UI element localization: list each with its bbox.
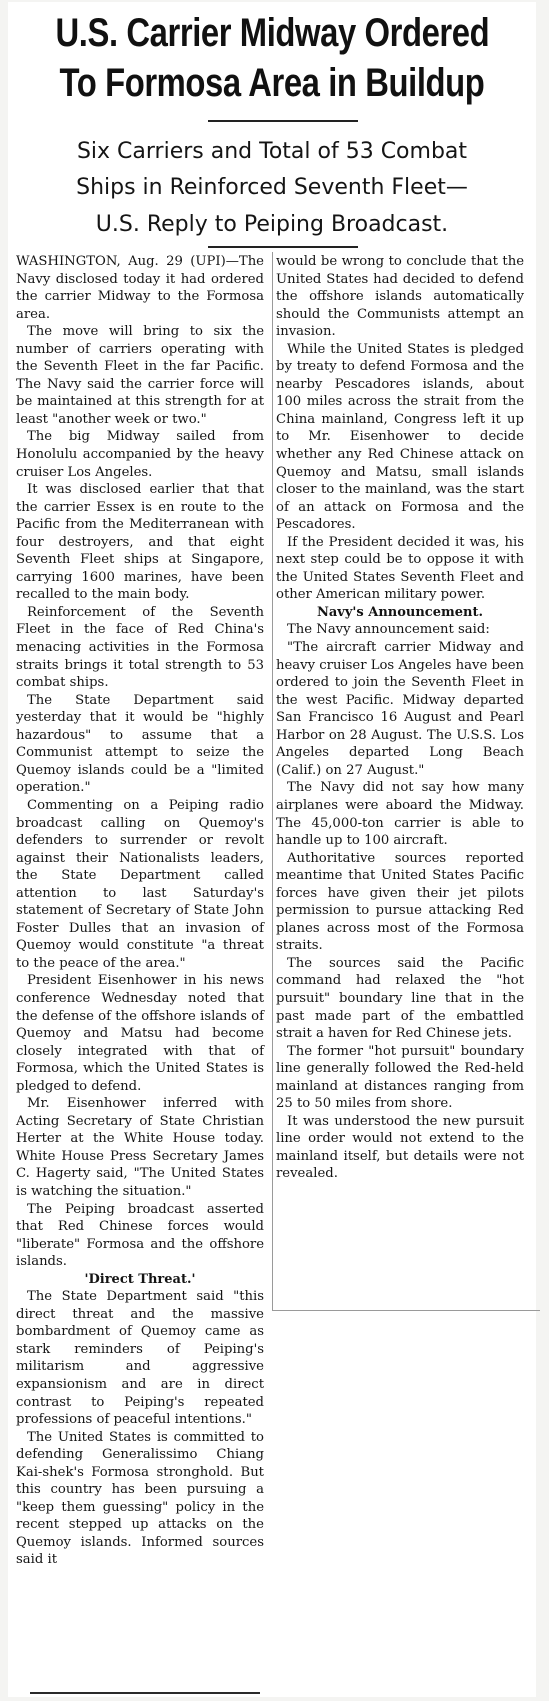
continued-paragraph: would be wrong to conclude that the United States had decided to defend the offshore islands automatically should the Communists attempt an invasion. <box>276 254 524 340</box>
paragraph: The Peiping broadcast asserted that Red Chinese forces would "liberate" Formosa and the offshore islands. <box>16 1201 264 1270</box>
paragraph: Commenting on a Peiping radio broadcast calling on Quemoy's defenders to surrender or revolt against their Nationalists leaders, the State Department called attention to last Saturday's statement of Secretary of State John Foster Dulles that an invasion of Quemoy would constitute "a threat to the peace of the area." <box>16 797 264 971</box>
paragraph: While the United States is pledged by treaty to defend Formosa and the nearby Pescadores islands, about 100 miles across the strait from the China mainland, Congress left it up to Mr. Eisenhower to decide whether any Red Chinese attack on Quemoy and Matsu, small islands closer to the mainland, was the start of an attack on Formosa and the Pescadores. <box>276 341 524 533</box>
deck-line-3: U.S. Reply to Peiping Broadcast. <box>95 212 449 237</box>
paragraph: It was understood the new pursuit line order would not extend to the mainland itself, but details were not revealed. <box>276 1113 524 1182</box>
headline-line-1: U.S. Carrier Midway Ordered <box>55 11 490 55</box>
paragraph: Authoritative sources reported meantime that United States Pacific forces have given their jet pilots permission to pursue attacking Red planes across most of the Formosa straits. <box>276 850 524 954</box>
paragraph: The move will bring to six the number of carriers operating with the Seventh Fleet in the far Pacific. The Navy said the carrier force will be maintained at this strength for at least "another week or two." <box>16 324 264 427</box>
paragraph: Mr. Eisenhower inferred with Acting Secretary of State Christian Herter at the White House today. White House Press Secretary James C. Hagerty said, "The United States is watching the situation." <box>16 1096 264 1199</box>
subhead-navy-announcement: Navy's Announcement. <box>317 604 483 620</box>
deck-rule <box>208 246 358 248</box>
paragraph: The United States is committed to defending Generalissimo Chiang Kai-shek's Formosa stronghold. But this country has been pursuing a "keep them guessing" policy in the recent stepped up attacks on the Quemoy islands. Informed sources said it <box>16 1429 264 1568</box>
paragraph: The sources said the Pacific command had relaxed the "hot pursuit" boundary line that in the past made part of the embattled strait a haven for Red Chinese jets. <box>276 955 524 1042</box>
quote-paragraph: "The aircraft carrier Midway and heavy cruiser Los Angeles have been ordered to join the Seventh Fleet in the west Pacific. Midway departed San Francisco 16 August and Pearl Harbor on 28 August. The U.S.S. Los Angeles departed Long Beach (Calif.) on 27 August." <box>276 640 524 778</box>
newspaper-clipping <box>8 2 536 1697</box>
right-column-end-rule <box>272 1310 540 1311</box>
paragraph: The big Midway sailed from Honolulu accompanied by the heavy cruiser Los Angeles. <box>16 429 264 480</box>
paragraph: The former "hot pursuit" boundary line generally followed the Red-held mainland at distances ranging from 25 to 50 miles from shore. <box>276 1043 524 1112</box>
right-column <box>276 253 524 1308</box>
paragraph: Reinforcement of the Seventh Fleet in the face of Red China's menacing activities in the Formosa straits brings it total strength to 53 combat ships. <box>16 604 264 691</box>
left-column <box>16 253 264 1693</box>
paragraph: The State Department said "this direct threat and the massive bombardment of Quemoy came as stark reminders of Peiping's militarism and aggressive expansionism and are in direct contrast to Peiping's repeated professions of peaceful intentions." <box>16 1289 264 1428</box>
subhead-direct-threat: 'Direct Threat.' <box>84 1271 196 1287</box>
paragraph: If the President decided it was, his next step could be to oppose it with the United States Seventh Fleet and other American military power. <box>276 534 524 603</box>
deck-line-2: Ships in Reinforced Seventh Fleet— <box>76 175 468 200</box>
paragraph: The State Department said yesterday that it would be "highly hazardous" to assume that a Communist attempt to seize the Quemoy islands could be a "limited operation." <box>16 692 264 796</box>
paragraph: The Navy did not say how many airplanes were aboard the Midway. The 45,000-ton carrier is able to handle up to 100 aircraft. <box>276 780 524 849</box>
headline-line-2: To Formosa Area in Buildup <box>59 61 485 105</box>
bottom-rule <box>30 1692 260 1694</box>
paragraph: It was disclosed earlier that that the carrier Essex is en route to the Pacific from the Mediterranean with four destroyers, and that eight Seventh Fleet ships at Singapore, carrying 1600 marines, have been recalled to the main body. <box>16 482 264 603</box>
headline-rule <box>208 120 358 122</box>
paragraph: President Eisenhower in his news conference Wednesday noted that the defense of the offshore islands of Quemoy and Matsu had become closely integrated with that of Formosa, which the United States is pledged to defend. <box>16 973 264 1094</box>
dateline-paragraph: WASHINGTON, Aug. 29 (UPI)—The Navy disclosed today it had ordered the carrier Midway to the Formosa area. <box>16 254 264 322</box>
column-divider <box>272 252 273 1310</box>
paragraph: The Navy announcement said: <box>287 622 490 638</box>
deck-line-1: Six Carriers and Total of 53 Combat <box>76 139 468 164</box>
